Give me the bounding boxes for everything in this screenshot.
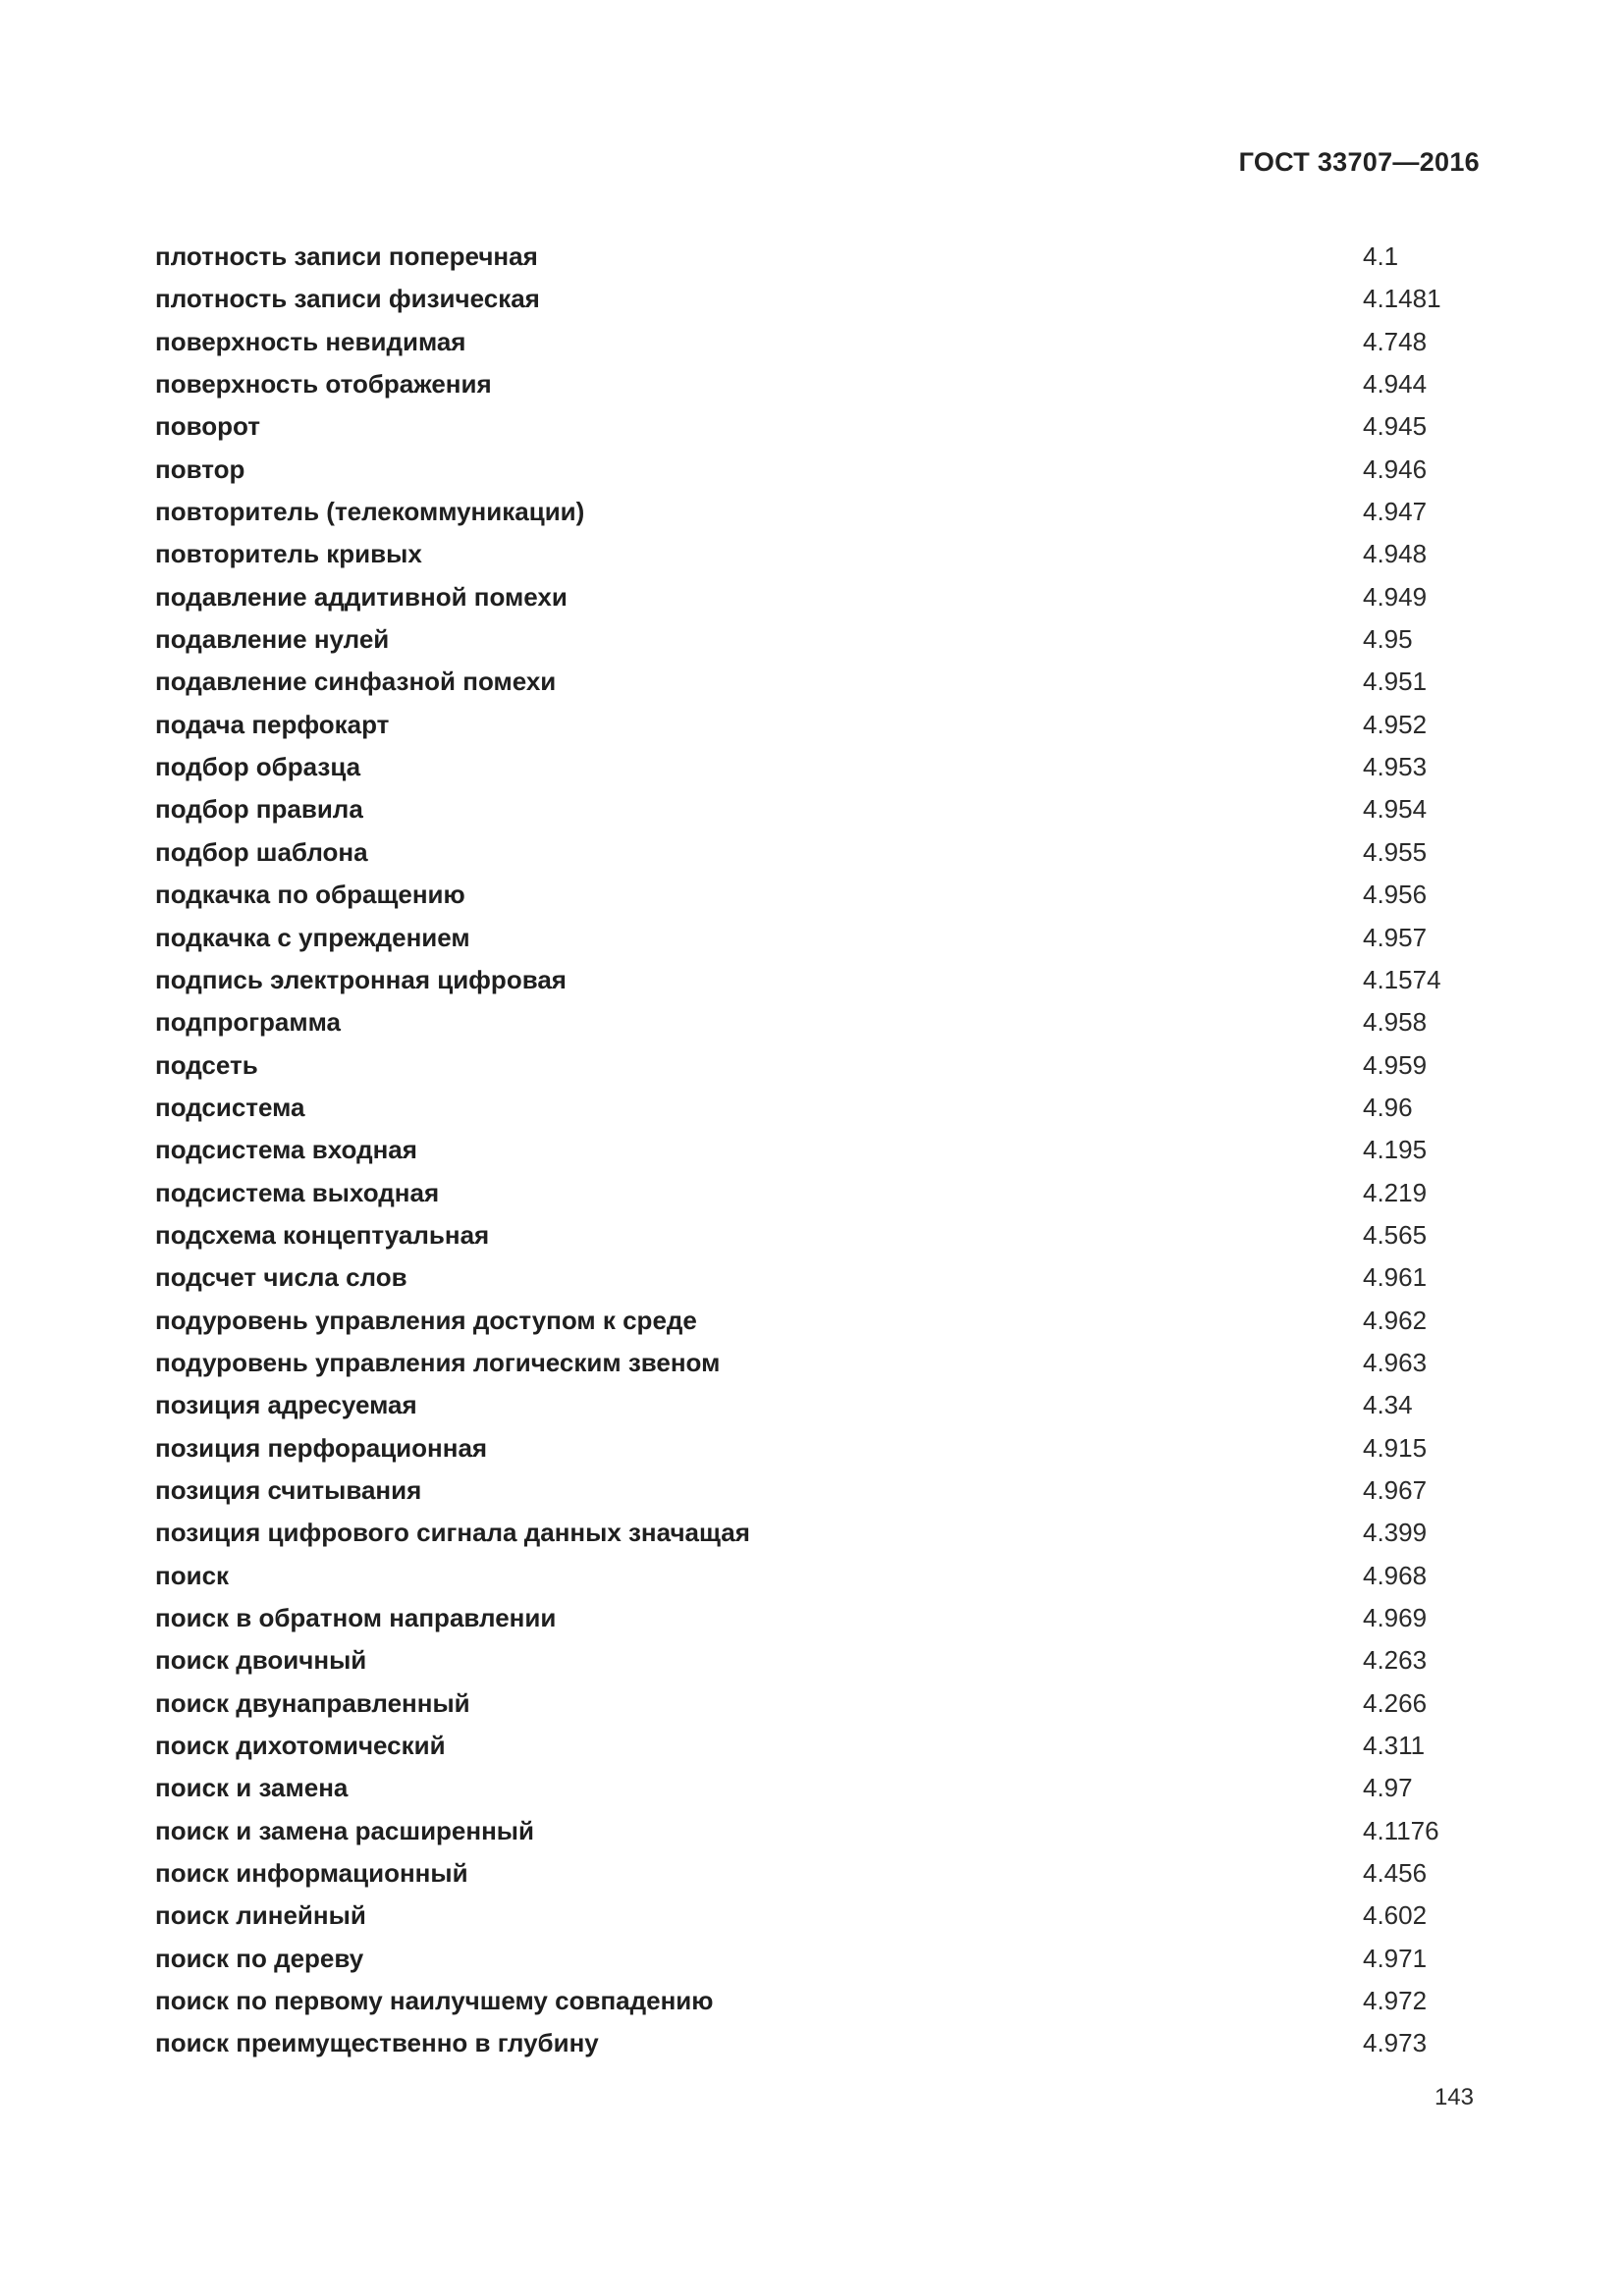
index-ref-number: 4.959 [1363, 1049, 1428, 1080]
index-ref-number: 4.952 [1363, 709, 1428, 739]
index-entry [155, 533, 1530, 575]
index-term: поворот [155, 411, 260, 442]
index-ref-number: 4.1574 [1363, 964, 1441, 994]
index-term: подсистема входная [155, 1135, 417, 1165]
index-ref-number: 4.972 [1363, 1986, 1428, 2016]
index-term: плотность записи физическая [155, 284, 540, 314]
index-entry [155, 1852, 1530, 1895]
index-entry [155, 1214, 1530, 1256]
index-entry [155, 831, 1530, 874]
index-term: подсеть [155, 1049, 258, 1080]
index-entry [155, 1044, 1530, 1087]
index-ref-number: 4.944 [1363, 369, 1428, 400]
index-ref-number: 4.263 [1363, 1645, 1428, 1676]
index-term: подсчет числа слов [155, 1262, 407, 1293]
index-ref-number: 4.195 [1363, 1135, 1428, 1165]
index-entry [155, 1427, 1530, 1469]
index-entry [155, 1895, 1530, 1937]
index-entry [155, 2022, 1530, 2064]
index-term: поиск в обратном направлении [155, 1603, 557, 1632]
index-entry [155, 1597, 1530, 1639]
index-term: поверхность невидимая [155, 326, 466, 356]
index-ref-number: 4.946 [1363, 454, 1428, 484]
index-entry [155, 1129, 1530, 1171]
index-term: повторитель (телекоммуникации) [155, 497, 585, 527]
index-ref-number: 4.1 [1363, 241, 1399, 271]
index-entry [155, 1938, 1530, 1980]
index-ref-number: 4.456 [1363, 1858, 1428, 1889]
index-term: подпись электронная цифровая [155, 964, 567, 994]
index-entry [155, 1810, 1530, 1852]
index-entry [155, 704, 1530, 746]
index-entry [155, 1300, 1530, 1342]
index-entry [155, 1555, 1530, 1597]
index-ref-number: 4.97 [1363, 1773, 1413, 1803]
index-ref-number: 4.748 [1363, 326, 1428, 356]
index-term: подача перфокарт [155, 709, 390, 739]
index-ref-number: 4.968 [1363, 1560, 1428, 1590]
index-ref-number: 4.955 [1363, 836, 1428, 867]
index-ref-number: 4.945 [1363, 411, 1428, 442]
index-term: поиск линейный [155, 1900, 366, 1931]
index-ref-number: 4.565 [1363, 1219, 1428, 1250]
index-ref-number: 4.958 [1363, 1007, 1428, 1038]
index-entry [155, 959, 1530, 1001]
index-term: поиск двунаправленный [155, 1687, 470, 1718]
index-term: подкачка с упреждением [155, 922, 470, 952]
index-term: поверхность отображения [155, 369, 492, 400]
index-entry [155, 746, 1530, 788]
index-entry [155, 917, 1530, 959]
index-ref-number: 4.973 [1363, 2028, 1428, 2058]
index-entry [155, 449, 1530, 491]
index-entry [155, 1639, 1530, 1682]
index-ref-number: 4.971 [1363, 1943, 1428, 1973]
index-entry [155, 491, 1530, 533]
index-term: повторитель кривых [155, 539, 422, 569]
index-entry [155, 1087, 1530, 1129]
index-ref-number: 4.953 [1363, 752, 1428, 782]
index-term: подбор шаблона [155, 836, 368, 867]
index-entry [155, 1682, 1530, 1725]
index-term: поиск [155, 1560, 230, 1590]
index-term: подсистема [155, 1092, 305, 1122]
index-ref-number: 4.266 [1363, 1687, 1428, 1718]
index-entry [155, 1342, 1530, 1384]
index-entry [155, 363, 1530, 405]
index-entry [155, 1512, 1530, 1554]
index-ref-number: 4.602 [1363, 1900, 1428, 1931]
index-ref-number: 4.956 [1363, 880, 1428, 910]
index-ref-number: 4.949 [1363, 581, 1428, 612]
index-term: позиция адресуемая [155, 1390, 417, 1420]
index-entry [155, 1001, 1530, 1043]
index-term: подсистема выходная [155, 1177, 440, 1207]
index-term: поиск по дереву [155, 1943, 364, 1973]
index-ref-number: 4.95 [1363, 624, 1413, 655]
index-ref-number: 4.962 [1363, 1305, 1428, 1335]
index-entry [155, 788, 1530, 830]
index-term: плотность записи поперечная [155, 241, 538, 271]
index-ref-number: 4.961 [1363, 1262, 1428, 1293]
index-term: подавление синфазной помехи [155, 667, 557, 697]
index-term: подуровень управления логическим звеном [155, 1347, 721, 1377]
index-term: поиск преимущественно в глубину [155, 2028, 599, 2058]
index-term: подбор правила [155, 794, 363, 825]
document-header [1239, 147, 1480, 178]
index-entry [155, 1469, 1530, 1512]
index-entry [155, 618, 1530, 661]
page-number: 143 [1434, 2084, 1474, 2110]
index-ref-number: 4.954 [1363, 794, 1428, 825]
index-term: повтор [155, 454, 245, 484]
index-ref-number: 4.96 [1363, 1092, 1413, 1122]
index-entry [155, 405, 1530, 448]
index-entry [155, 236, 1530, 278]
index-ref-number: 4.951 [1363, 667, 1428, 697]
index-entry [155, 1767, 1530, 1809]
index-ref-number: 4.967 [1363, 1474, 1428, 1505]
index-term: подавление аддитивной помехи [155, 581, 568, 612]
index-term: поиск дихотомический [155, 1731, 446, 1761]
index-ref-number: 4.969 [1363, 1603, 1428, 1632]
index-ref-number: 4.947 [1363, 497, 1428, 527]
index-ref-number: 4.34 [1363, 1390, 1413, 1420]
index-entry [155, 1172, 1530, 1214]
index-ref-number: 4.219 [1363, 1177, 1428, 1207]
index-entry [155, 1256, 1530, 1299]
index-term: поиск и замена [155, 1773, 349, 1803]
index-entry [155, 874, 1530, 916]
index-term: позиция считывания [155, 1474, 422, 1505]
index-term: подавление нулей [155, 624, 390, 655]
index-entry [155, 661, 1530, 703]
index-term: подбор образца [155, 752, 361, 782]
index-list [155, 236, 1530, 2065]
index-entry [155, 576, 1530, 618]
index-ref-number: 4.311 [1363, 1731, 1426, 1761]
index-ref-number: 4.399 [1363, 1518, 1428, 1548]
index-term: поиск и замена расширенный [155, 1815, 534, 1845]
index-term: подсхема концептуальная [155, 1219, 490, 1250]
index-entry [155, 1980, 1530, 2022]
index-entry [155, 1384, 1530, 1426]
index-ref-number: 4.1176 [1363, 1815, 1439, 1845]
index-term: поиск информационный [155, 1858, 468, 1889]
index-entry [155, 321, 1530, 363]
index-ref-number: 4.948 [1363, 539, 1428, 569]
index-ref-number: 4.915 [1363, 1432, 1428, 1463]
index-ref-number: 4.963 [1363, 1347, 1428, 1377]
index-term: подпрограмма [155, 1007, 341, 1038]
index-term: позиция цифрового сигнала данных значащая [155, 1518, 750, 1548]
index-term: подкачка по обращению [155, 880, 465, 910]
index-term: поиск по первому наилучшему совпадению [155, 1986, 714, 2016]
index-term: подуровень управления доступом к среде [155, 1305, 697, 1335]
index-term: позиция перфорационная [155, 1432, 488, 1463]
index-entry [155, 278, 1530, 320]
index-entry [155, 1725, 1530, 1767]
index-ref-number: 4.1481 [1363, 284, 1441, 314]
standard-code: ГОСТ 33707—2016 [1238, 147, 1480, 177]
index-ref-number: 4.957 [1363, 922, 1428, 952]
index-term: поиск двоичный [155, 1645, 367, 1676]
